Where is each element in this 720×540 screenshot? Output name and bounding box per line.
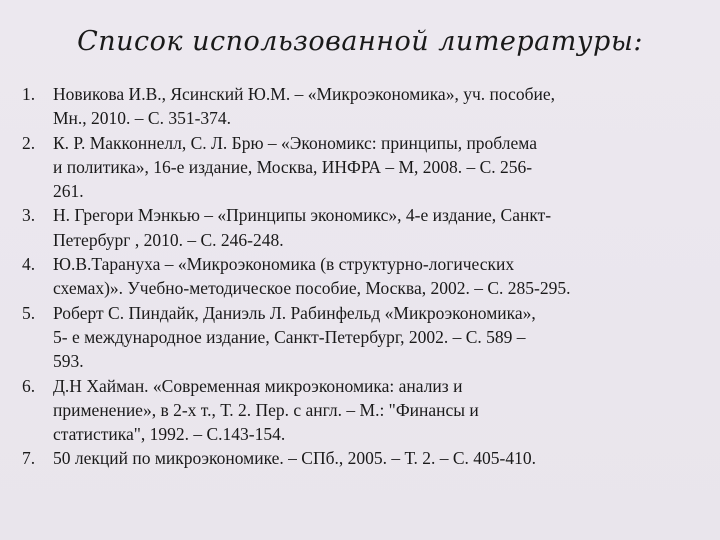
reference-number: 3. — [22, 205, 36, 226]
reference-item — [22, 131, 702, 204]
reference-text: К. Р. Макконнелл, С. Л. Брю – «Экономикс: принципы, проблема и политика», 16-е издание, Москва, ИНФРА – М, 2008. – С. 256- 261. — [53, 132, 538, 202]
reference-item — [22, 374, 702, 447]
reference-item — [22, 203, 702, 252]
reference-number: 4. — [22, 254, 36, 275]
reference-number: 6. — [22, 375, 36, 396]
reference-text: Новикова И.В., Ясинский Ю.М. – «Микроэкономика», уч. пособие, Мн., 2010. – С. 351-374. — [53, 84, 555, 129]
reference-list — [22, 82, 702, 471]
reference-item — [22, 82, 702, 131]
reference-text: Н. Грегори Мэнкью – «Принципы экономикс», 4-е издание, Санкт- Петербург , 2010. – С. 246-248. — [53, 205, 552, 250]
reference-text: Роберт С. Пиндайк, Даниэль Л. Рабинфельд «Микроэкономика», 5- е международное издание, Санкт-Петербург, 2002. – С. 589 – 593. — [53, 302, 536, 372]
reference-item — [22, 252, 702, 301]
reference-text: Д.Н Хайман. «Современная микроэкономика: анализ и применение», в 2-х т., Т. 2. Пер. с англ. – М.: "Финансы и статистика", 1992. – С.143-154. — [53, 375, 479, 445]
reference-item — [22, 301, 702, 374]
reference-number: 7. — [22, 448, 36, 469]
slide-title: Список использованной литературы: — [77, 26, 643, 57]
reference-number: 2. — [22, 132, 36, 153]
reference-text: Ю.В.Тарануха – «Микроэкономика (в структурно-логических схемах)». Учебно-методическое пособие, Москва, 2002. – С. 285-295. — [53, 254, 571, 299]
reference-item — [22, 446, 702, 470]
reference-text: 50 лекций по микроэкономике. – СПб., 2005. – Т. 2. – С. 405-410. — [53, 448, 536, 469]
reference-number: 1. — [22, 84, 36, 104]
reference-number: 5. — [22, 302, 36, 323]
